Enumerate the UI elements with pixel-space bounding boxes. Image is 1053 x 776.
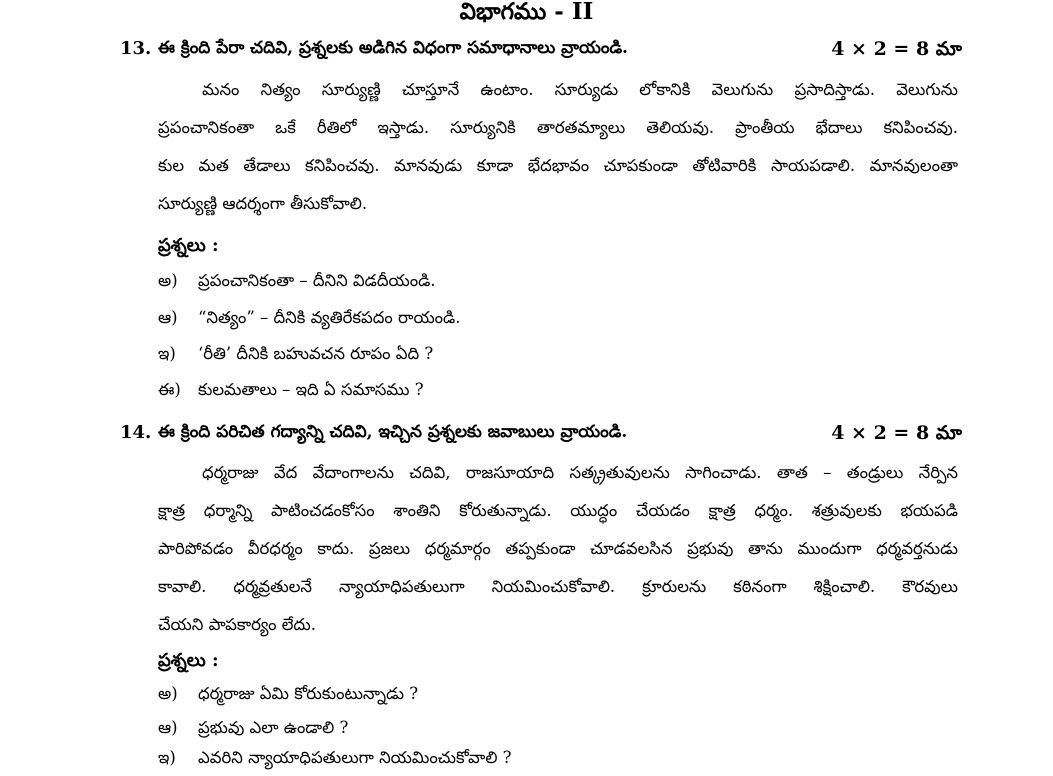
- passage-line: మనం నిత్యం సూర్యుణ్ణి చూస్తూనే ఉంటాం. సూర్యుడు లోకానికి వెలుగును ప్రసాదిస్తాడు. వెలుగును: [202, 80, 958, 99]
- passage-line: ధర్మరాజు వేద వేదాంగాలను చదివి, రాజసూయాది సత్క్రతువులను సాగించాడు. తాత – తండ్రులు నేర్పిన: [202, 463, 958, 482]
- question-13-header: [120, 38, 962, 68]
- sub-question-marker: ఆ): [158, 718, 178, 737]
- question-instruction: ఈ క్రింది పరిచిత గద్యాన్ని చదివి, ఇచ్చిన ప్రశ్నలకు జవాబులు వ్రాయండి.: [158, 422, 628, 442]
- passage-line: ప్రపంచానికంతా ఒకే రీతిలో ఇస్తాడు. సూర్యునికి తారతమ్యాలు తెలియవు. ప్రాంతీయ భేదాలు కనిపించవు.: [158, 118, 958, 137]
- sub-question: [158, 748, 512, 776]
- sub-question-marker: ఇ): [158, 344, 176, 363]
- questions-label: ప్రశ్నలు :: [158, 235, 219, 256]
- sub-question-text: “నిత్యం” – దీనికి వ్యతిరేకపదం రాయండి.: [198, 308, 461, 327]
- passage-line: చేయని పాపకార్యం లేదు.: [158, 615, 317, 634]
- sub-question-marker: ఈ): [158, 380, 181, 399]
- sub-question-text: కులమతాలు – ఇది ఏ సమాసము ?: [198, 380, 424, 399]
- sub-question: [158, 271, 436, 299]
- sub-question: [158, 380, 424, 408]
- question-14-header: [120, 422, 962, 452]
- question-14-passage: [158, 459, 958, 649]
- passage-line: కుల మత తేడాలు కనిపించవు. మానవుడు కూడా భేదభావం చూపకుండా తోటివారికి సాయపడాలి. మానవులంతా: [158, 156, 958, 175]
- sub-question-text: ప్రభువు ఎలా ఉండాలి ?: [198, 718, 349, 737]
- sub-question: [158, 718, 348, 746]
- sub-question-marker: ఆ): [158, 308, 178, 327]
- passage-line: కావాలి. ధర్మవ్రతులనే న్యాయాధిపతులుగా నియమించుకోవాలి. క్రూరులను కఠినంగా శిక్షించాలి. కౌరవులు: [158, 577, 958, 596]
- question-number: 14.: [120, 422, 152, 443]
- question-marks: 4 × 2 = 8 మా: [831, 38, 962, 60]
- passage-line: పారిపోవడం వీరధర్మం కాదు. ప్రజలు ధర్మమార్గం తప్పకుండా చూడవలసిన ప్రభువు తాను ముందుగా ధర్మవర్తనుడు: [158, 539, 958, 558]
- sub-question: [158, 308, 461, 336]
- questions-label: ప్రశ్నలు :: [158, 650, 219, 671]
- sub-question-text: ధర్మరాజు ఏమి కోరుకుంటున్నాడు ?: [198, 684, 419, 703]
- question-number: 13.: [120, 38, 152, 59]
- question-marks: 4 × 2 = 8 మా: [831, 422, 962, 444]
- question-instruction: ఈ క్రింది పేరా చదివి, ప్రశ్నలకు అడిగిన విధంగా సమాధానాలు వ్రాయండి.: [158, 38, 628, 58]
- sub-question-text: ప్రపంచానికంతా – దీనిని విడదీయండి.: [198, 271, 436, 290]
- sub-question-text: ‘రీతి’ దీనికి బహువచన రూపం ఏది ?: [198, 344, 434, 363]
- sub-question-text: ఎవరిని న్యాయాధిపతులుగా నియమించుకోవాలి ?: [198, 748, 512, 767]
- sub-question: [158, 344, 433, 372]
- passage-line: క్షాత్ర ధర్మాన్ని పాటించడంకోసం శాంతిని కోరుతున్నాడు. యుద్ధం చేయడం క్షాత్ర ధర్మం. శత్రువులకు భయపడి: [158, 501, 958, 520]
- passage-line: సూర్యుణ్ణి ఆదర్శంగా తీసుకోవాలి.: [158, 194, 368, 213]
- sub-question: [158, 684, 418, 712]
- question-13-passage: [158, 76, 958, 228]
- sub-question-marker: ఇ): [158, 748, 176, 767]
- sub-question-marker: అ): [158, 271, 178, 290]
- sub-question-marker: అ): [158, 684, 178, 703]
- section-title: విభాగము - II: [459, 0, 594, 25]
